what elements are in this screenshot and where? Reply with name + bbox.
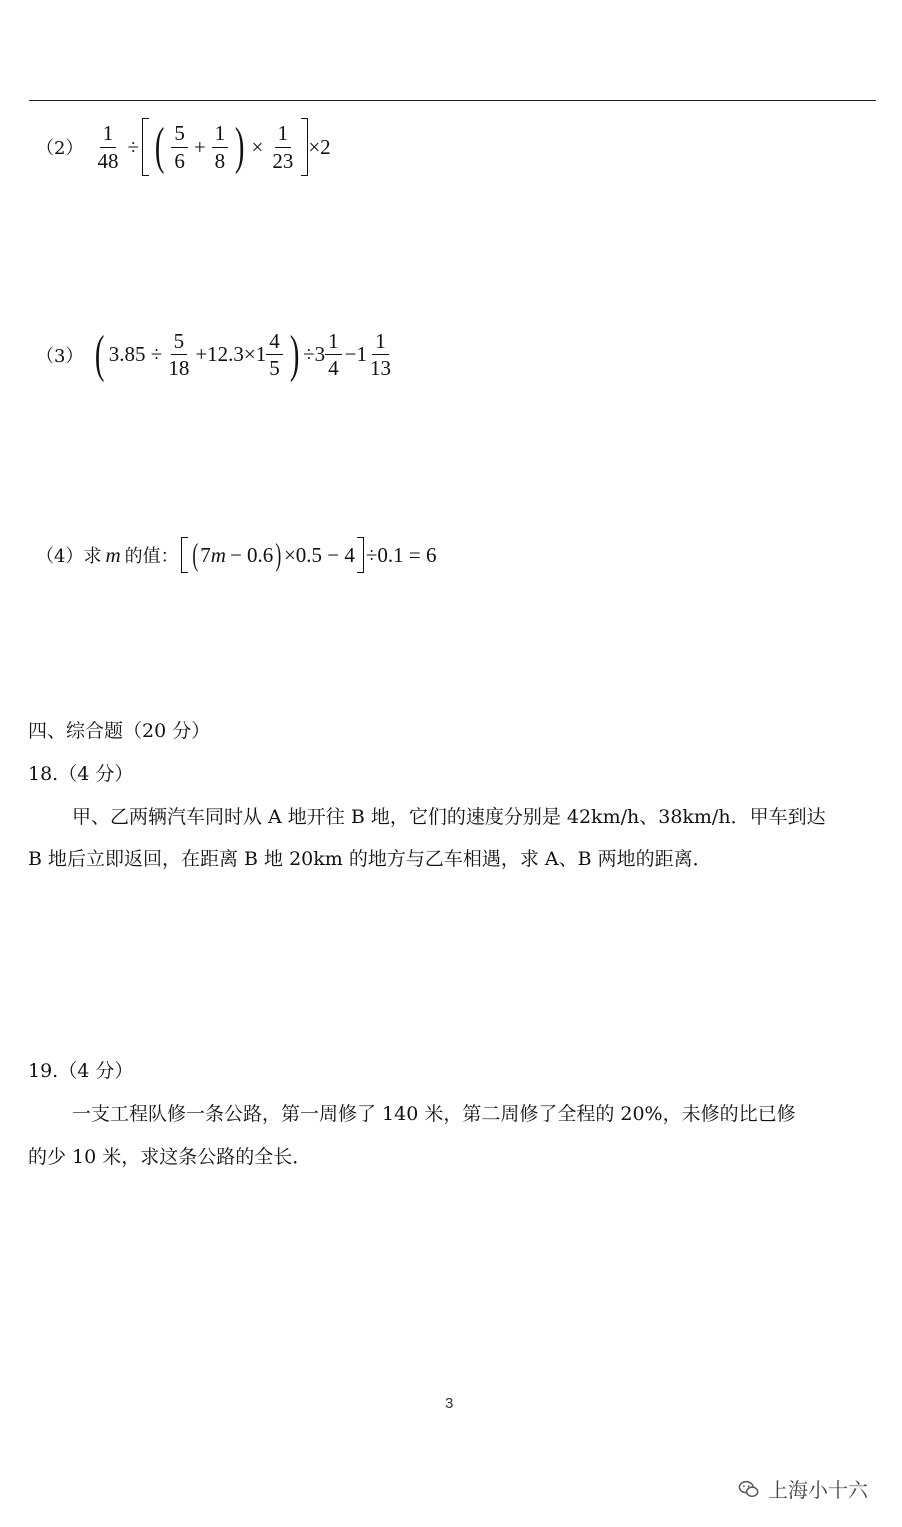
question-19-number: 19.（4 分） bbox=[28, 1060, 134, 1082]
wechat-icon bbox=[738, 1478, 760, 1500]
expression-part: ×0.5 − 4 bbox=[283, 542, 355, 567]
fraction: $\frac{1}{4}$ bbox=[325, 330, 342, 379]
problem-4-label: （4）求 bbox=[36, 546, 102, 567]
expression-part: ÷0.1 = 6 bbox=[365, 542, 437, 567]
problem-2-label: （2） bbox=[36, 138, 84, 159]
left-bracket bbox=[142, 118, 149, 176]
left-paren: ( bbox=[192, 536, 198, 573]
problem-2 bbox=[36, 118, 331, 176]
variable-m: m bbox=[105, 542, 121, 567]
fraction: $\frac{1}{23}$ bbox=[272, 121, 294, 173]
expression-part: −1 bbox=[344, 342, 367, 367]
right-paren: ) bbox=[235, 118, 245, 176]
question-18-number: 18.（4 分） bbox=[28, 763, 134, 785]
question-19-text-line-2: 的少 10 米，求这条公路的全长． bbox=[28, 1146, 312, 1168]
watermark-text: 上海小十六 bbox=[768, 1478, 868, 1502]
problem-4-suffix: 的值： bbox=[124, 546, 179, 567]
watermark bbox=[738, 1474, 868, 1503]
expression-part: +12.3×1 bbox=[195, 342, 267, 367]
question-18-text-line-1: 甲、乙两辆汽车同时从 A 地开往 B 地，它们的速度分别是 42km/h、38km/h．甲车到达 bbox=[72, 806, 826, 828]
right-bracket bbox=[357, 537, 364, 573]
expression-tail: ×2 bbox=[308, 134, 331, 159]
left-paren: ( bbox=[95, 325, 105, 383]
question-19-text-line-1: 一支工程队修一条公路，第一周修了 140 米，第二周修了全程的 20%，未修的比已修 bbox=[72, 1103, 796, 1125]
section-heading: 四、综合题（20 分） bbox=[28, 720, 211, 742]
right-paren: ) bbox=[275, 536, 282, 573]
fraction: $\frac{1}{13}$ bbox=[369, 329, 391, 381]
fraction: $\frac{4}{5}$ bbox=[266, 330, 283, 379]
right-paren: ) bbox=[289, 325, 300, 383]
expression-part: 3.85 ÷ bbox=[108, 342, 163, 367]
expression-part: − 0.6 bbox=[229, 542, 274, 567]
fraction: $\frac{1}{8}$ bbox=[212, 122, 229, 171]
operator: ÷ bbox=[127, 134, 139, 159]
fraction: $\frac{5}{18}$ bbox=[168, 329, 190, 381]
left-paren: ( bbox=[154, 118, 165, 176]
header-rule bbox=[29, 100, 876, 101]
right-bracket bbox=[301, 118, 308, 176]
fraction: $\frac{1}{48}$ bbox=[97, 121, 119, 173]
problem-4 bbox=[36, 537, 437, 573]
page-number: 3 bbox=[445, 1395, 454, 1412]
problem-3-label: （3） bbox=[36, 345, 84, 367]
question-18-text-line-2: B 地后立即返回，在距离 B 地 20km 的地方与乙车相遇，求 A、B 两地的距离． bbox=[28, 848, 712, 870]
fraction: $\frac{5}{6}$ bbox=[171, 122, 188, 171]
operator: + bbox=[193, 134, 206, 159]
expression-part: 7 bbox=[200, 542, 211, 567]
variable-m: m bbox=[210, 542, 226, 567]
problem-3 bbox=[36, 325, 397, 383]
operator: × bbox=[251, 134, 264, 159]
expression-part: ÷3 bbox=[303, 342, 326, 367]
left-bracket bbox=[181, 537, 188, 573]
